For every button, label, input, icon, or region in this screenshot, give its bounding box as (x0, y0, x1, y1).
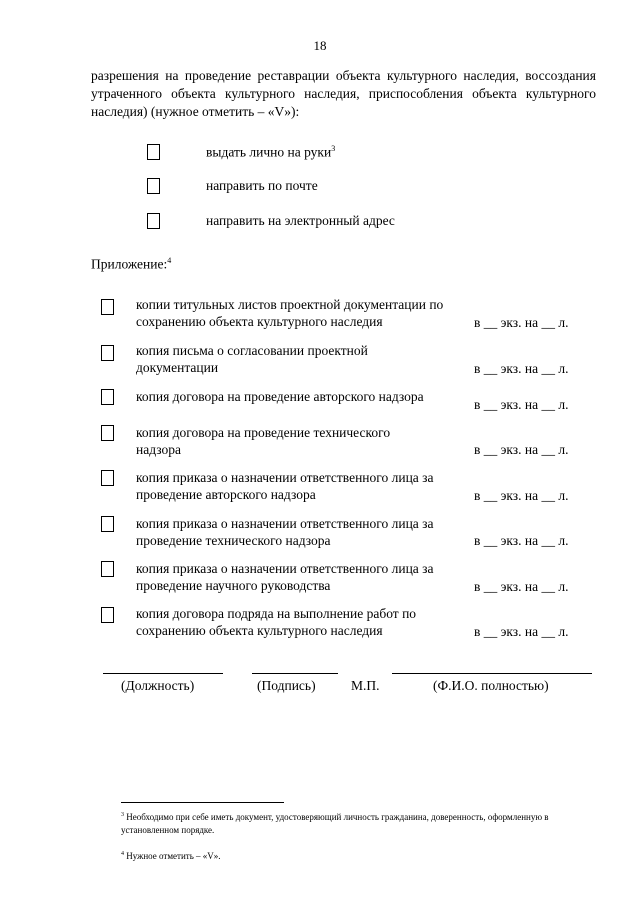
appendix-item-copies: в __ экз. на __ л. (474, 397, 569, 412)
appendix-item-text: копия приказа о назначении ответственного лица за проведение авторского надзора (136, 470, 434, 502)
appendix-item-text: копия договора подряда на выполнение работ по сохранению объекта культурного наследия (136, 606, 417, 638)
delivery-option-checkbox-mail[interactable] (147, 178, 160, 194)
appendix-item-copies: в __ экз. на __ л. (474, 579, 569, 594)
page-number: 18 (313, 38, 327, 53)
appendix-item-checkbox[interactable] (101, 516, 114, 532)
appendix-item-checkbox[interactable] (101, 425, 114, 441)
intro-paragraph: разрешения на проведение реставрации объекта культурного наследия, воссоздания утраченного объекта культурного наследия, приспособления объекта культурного наследия) (нужное отметить – «V»): (91, 68, 596, 119)
appendix-item-text: копия договора на проведение авторского надзора (136, 389, 424, 404)
signature-line (252, 673, 338, 674)
position-signature-line (103, 673, 223, 674)
appendix-item-text: копия договора на проведение технического надзора (136, 425, 391, 457)
delivery-option-label-mail: направить по почте (206, 178, 318, 193)
footnote-4: $^4$ Нужное отметить – «V». (121, 851, 221, 861)
appendix-item-copies: в __ экз. на __ л. (474, 361, 569, 376)
footnote-3: $^3$ Необходимо при себе иметь документ, удостоверяющий личность гражданина, доверенность, оформленную в установленном порядке. (121, 812, 549, 835)
appendix-item-text: копия приказа о назначении ответственного лица за проведение научного руководства (136, 561, 434, 593)
full-name-signature-line (392, 673, 592, 674)
appendix-item-copies: в __ экз. на __ л. (474, 442, 569, 457)
appendix-item-checkbox[interactable] (101, 299, 114, 315)
signature-label: (Подпись) (257, 678, 316, 693)
appendix-item-text: копия письма о согласовании проектной документации (136, 343, 368, 375)
appendix-item-text: копии титульных листов проектной документации по сохранению объекта культурного наследия (136, 297, 444, 329)
position-label: (Должность) (121, 678, 195, 693)
appendix-item-text: копия приказа о назначении ответственного лица за проведение технического надзора (136, 516, 434, 548)
appendix-item-checkbox[interactable] (101, 470, 114, 486)
appendix-item-checkbox[interactable] (101, 561, 114, 577)
stamp-label: М.П. (351, 678, 380, 693)
appendix-item-checkbox[interactable] (101, 389, 114, 405)
delivery-option-checkbox-in-person[interactable] (147, 144, 160, 160)
footnote-separator (121, 802, 284, 803)
appendix-item-checkbox[interactable] (101, 607, 114, 623)
appendix-item-copies: в __ экз. на __ л. (474, 533, 569, 548)
full-name-label: (Ф.И.О. полностью) (433, 678, 549, 693)
delivery-option-label-email: направить на электронный адрес (206, 213, 395, 228)
delivery-option-label-in-person: выдать лично на руки$^3$ (206, 144, 336, 160)
appendix-item-copies: в __ экз. на __ л. (474, 624, 569, 639)
appendix-item-checkbox[interactable] (101, 345, 114, 361)
appendix-title: Приложение:$^4$ (91, 256, 172, 272)
appendix-item-copies: в __ экз. на __ л. (474, 488, 569, 503)
delivery-option-checkbox-email[interactable] (147, 213, 160, 229)
appendix-item-copies: в __ экз. на __ л. (474, 315, 569, 330)
